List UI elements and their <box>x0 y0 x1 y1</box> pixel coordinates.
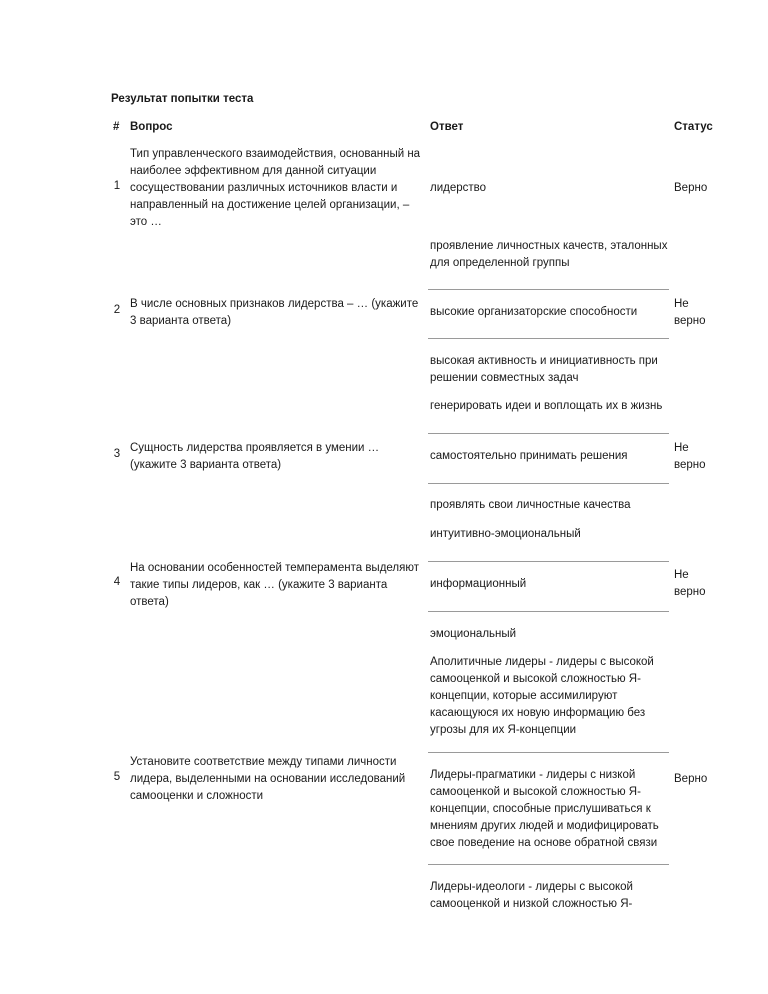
answer-text: генерировать идеи и воплощать их в жизнь <box>430 400 663 412</box>
question-text: В числе основных признаков лидерства – … (укажите 3 варианта ответа) <box>130 298 419 327</box>
answer-text: проявление личностных качеств, эталонных для определенной группы <box>430 240 668 269</box>
status-text: Не верно <box>674 298 706 327</box>
answer-text: лидерство <box>430 182 487 194</box>
status-text: Не верно <box>674 442 706 471</box>
answer-text: Лидеры-прагматики - лидеры с низкой самооценкой и высокой сложностью Я-концепции, способные прислушиваться к мнениям других людей и модифицировать свое поведение на основе обратной связи <box>430 769 659 849</box>
row-number: 5 <box>113 771 121 783</box>
answer-text: проявлять свои личностные качества <box>430 499 631 511</box>
column-header-question: Вопрос <box>130 121 173 133</box>
answer-divider <box>428 611 669 612</box>
row-number: 1 <box>113 180 121 192</box>
question-text: Тип управленческого взаимодействия, основанный на наиболее эффективном для данной ситуации сосуществовании различных источников власти и направленный на достижение целей организации, – это … <box>130 148 421 228</box>
answer-divider <box>428 752 669 753</box>
status-text: Верно <box>674 773 708 785</box>
answer-text: высокая активность и инициативность при решении совместных задач <box>430 355 658 384</box>
answer-text: самостоятельно принимать решения <box>430 450 628 462</box>
status-text: Не верно <box>674 569 706 598</box>
answer-text: информационный <box>430 578 527 590</box>
answer-divider <box>428 483 669 484</box>
column-header-answer: Ответ <box>430 121 464 133</box>
question-text: Сущность лидерства проявляется в умении … (укажите 3 варианта ответа) <box>130 442 380 471</box>
row-number: 3 <box>113 448 121 460</box>
question-text: На основании особенностей темперамента выделяют такие типы лидеров, как … (укажите 3 варианта ответа) <box>130 562 419 608</box>
answer-divider <box>428 864 669 865</box>
answer-divider <box>428 433 669 434</box>
page-title: Результат попытки теста <box>111 93 254 105</box>
answer-divider <box>428 561 669 562</box>
answer-text: эмоциональный <box>430 628 517 640</box>
answer-text: Аполитичные лидеры - лидеры с высокой самооценкой и высокой сложностью Я-концепции, которые ассимилируют касающуюся их новую информацию без угрозы для их Я-концепции <box>430 656 654 736</box>
answer-text: интуитивно-эмоциональный <box>430 528 581 540</box>
answer-divider <box>428 338 669 339</box>
status-text: Верно <box>674 182 708 194</box>
row-number: 2 <box>113 304 121 316</box>
question-text: Установите соответствие между типами личности лидера, выделенными на основании исследований самооценки и сложности <box>130 756 406 802</box>
row-number: 4 <box>113 576 121 588</box>
column-header-status: Статус <box>674 121 713 133</box>
answer-text: высокие организаторские способности <box>430 306 638 318</box>
answer-divider <box>428 289 669 290</box>
answer-text: Лидеры-идеологи - лидеры с высокой самооценкой и низкой сложностью Я- <box>430 881 633 910</box>
column-header-number: # <box>113 121 120 133</box>
